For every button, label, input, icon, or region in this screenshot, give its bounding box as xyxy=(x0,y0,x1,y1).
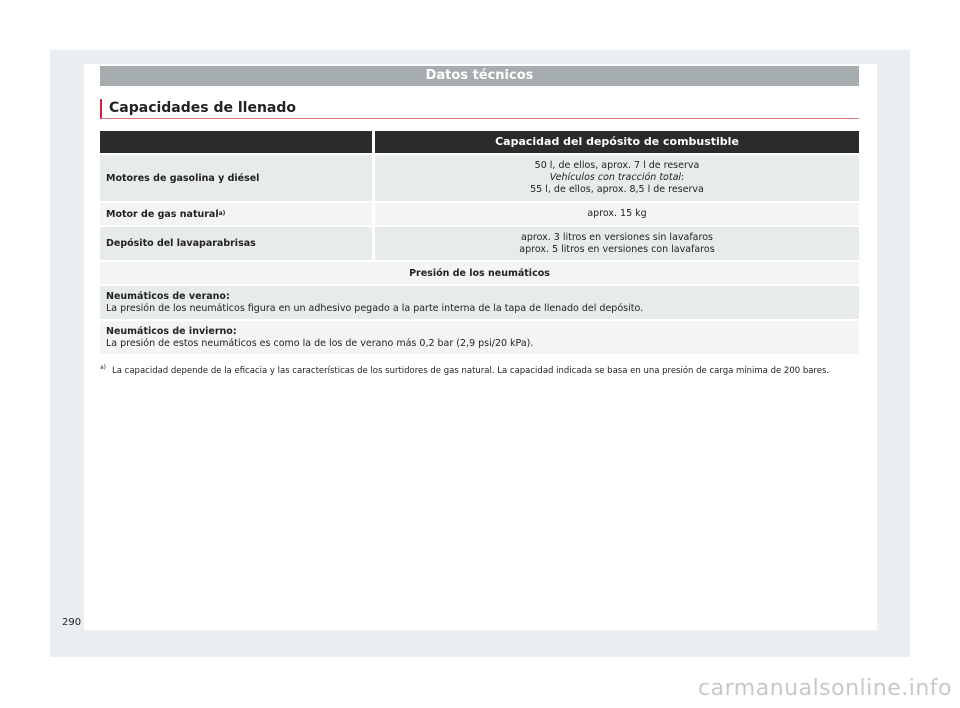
row-label: Depósito del lavaparabrisas xyxy=(100,227,372,260)
awd-label: Vehículos con tracción total xyxy=(549,172,682,183)
winter-tires-text: La presión de estos neumáticos es como la de los de verano más 0,2 bar (2,9 psi/20 kPa). xyxy=(106,337,534,349)
watermark: carmanualsonline.info xyxy=(698,676,952,701)
row-label: Motor de gas natural a) xyxy=(100,203,372,225)
table-row xyxy=(100,227,859,260)
summer-tires-text: La presión de los neumáticos figura en un adhesivo pegado a la parte interna de la tapa de llenado del depósito. xyxy=(106,302,644,314)
table-row xyxy=(100,155,859,201)
row-label: Motores de gasolina y diésel xyxy=(100,155,372,201)
row-value xyxy=(375,155,859,201)
value-line: Vehículos con tracción total: xyxy=(549,172,685,183)
chapter-header: Datos técnicos xyxy=(100,66,859,86)
row-value xyxy=(375,227,859,260)
winter-tires-row xyxy=(100,321,859,354)
footnote-marker: a) xyxy=(100,364,107,372)
row-value: aprox. 15 kg xyxy=(375,203,859,225)
tire-pressure-header: Presión de los neumáticos xyxy=(100,262,859,284)
footnote xyxy=(100,366,859,376)
capacities-table xyxy=(100,131,859,356)
page-number: 290 xyxy=(62,617,82,628)
section-title: Capacidades de llenado xyxy=(100,99,859,119)
value-line: 50 l, de ellos, aprox. 7 l de reserva xyxy=(534,160,700,171)
value-line: aprox. 5 litros en versiones con lavafaros xyxy=(519,243,715,255)
summer-tires-row xyxy=(100,286,859,319)
value-line: 55 l, de ellos, aprox. 8,5 l de reserva xyxy=(530,184,704,195)
table-header-row xyxy=(100,131,859,153)
table-row xyxy=(100,203,859,225)
value-line: aprox. 3 litros en versiones sin lavafaros xyxy=(521,231,713,243)
summer-tires-title: Neumáticos de verano: xyxy=(106,290,230,302)
footnote-text: La capacidad depende de la eficacia y las características de los surtidores de gas natural. La capacidad indicada se basa en una presión de carga mínima de 200 bares. xyxy=(112,366,830,376)
fuel-tank-capacity-header: Capacidad del depósito de combustible xyxy=(375,131,859,153)
winter-tires-title: Neumáticos de invierno: xyxy=(106,325,237,337)
table-header-empty xyxy=(100,131,372,153)
